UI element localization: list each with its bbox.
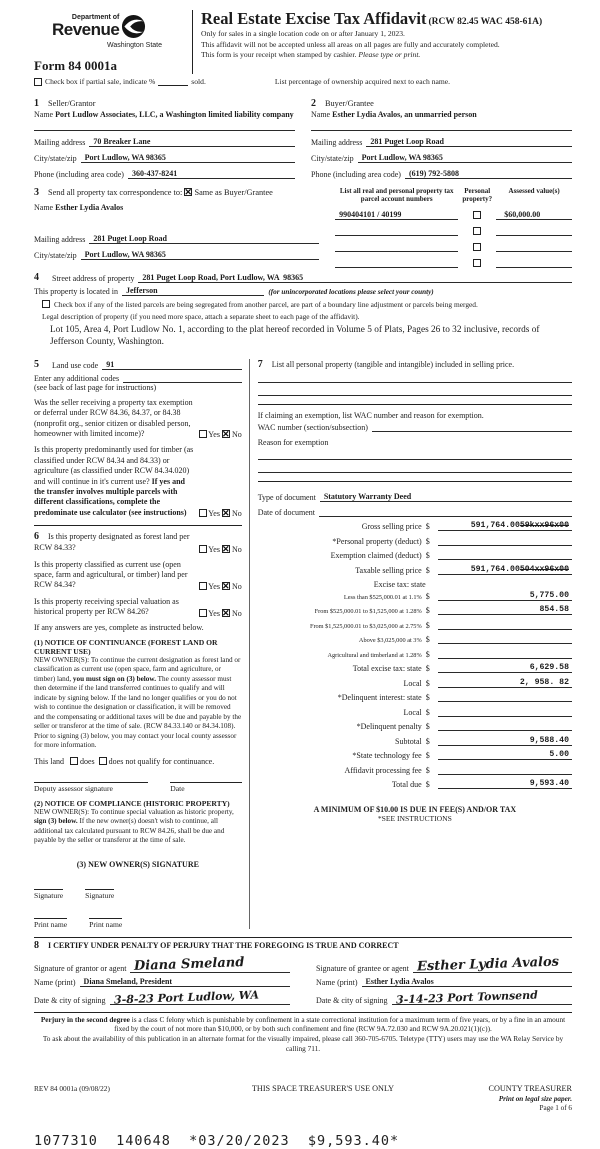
- dollar-sign: $: [425, 722, 430, 732]
- right-column: [249, 359, 572, 929]
- partial-sale-label: Check box if partial sale, indicate %: [45, 77, 156, 86]
- section-4-property: [34, 272, 572, 349]
- minimum-fee-note: A MINIMUM OF $10.00 IS DUE IN FEE(S) AND/OR TAX: [313, 805, 517, 815]
- historic-property-question: Is this property receiving special valuation as historical property per RCW 84.26?: [34, 596, 179, 617]
- same-as-buyer-checkbox[interactable]: [184, 188, 192, 196]
- assessed-value[interactable]: [496, 258, 572, 268]
- grantee-date-handwriting: 3-14-23 Port Townsend: [395, 988, 538, 1006]
- grantee-signature-handwriting: Esther Lydia Avalos: [416, 954, 560, 974]
- owner-print-name-field-2[interactable]: Print name: [89, 919, 123, 929]
- subtotal-value[interactable]: 9,588.40: [529, 735, 569, 745]
- parcel-number-value[interactable]: [335, 226, 458, 236]
- date-of-document-label: Date of document: [257, 507, 316, 517]
- grantee-print-name-label: Name (print): [316, 977, 358, 987]
- dollar-sign: $: [425, 649, 430, 659]
- header: [34, 10, 572, 74]
- grantee-signature-block: [316, 951, 572, 1005]
- personal-property-header: Personal property?: [462, 187, 493, 204]
- correspondence-mailing-value[interactable]: 281 Puget Loop Road: [89, 234, 319, 244]
- grantee-print-name-value[interactable]: Esther Lydia Avalos: [362, 977, 572, 987]
- title-block: [192, 10, 572, 74]
- if-yes-note: If any answers are yes, complete as instructed below.: [34, 622, 204, 632]
- tier-2-label: From $525,000.01 to $1,525,000 at 1.28%: [314, 608, 422, 616]
- dollar-sign: $: [425, 765, 430, 775]
- grantor-signature-field[interactable]: [130, 954, 290, 974]
- grantor-signature-block: [34, 951, 290, 1005]
- q5-yes-checkbox[interactable]: [199, 609, 207, 617]
- dept-of-label: Department of: [71, 14, 120, 21]
- additional-codes-field[interactable]: [123, 373, 242, 383]
- form-number: Form 84 0001a: [34, 58, 118, 73]
- section-1-title: Seller/Grantor: [48, 99, 96, 108]
- buyer-phone-value[interactable]: (619) 792-5808: [405, 169, 572, 179]
- exemption-claimed-label: Exemption claimed (deduct): [330, 551, 422, 561]
- grantee-signature-field[interactable]: [413, 954, 572, 974]
- new-owners-signature-title: (3) NEW OWNER(S) SIGNATURE: [76, 859, 199, 869]
- dollar-sign: $: [425, 707, 430, 717]
- dollar-sign: $: [425, 664, 430, 674]
- personal-property-field-2[interactable]: [258, 383, 572, 396]
- rev-number: REV 84 0001a (09/08/22): [34, 1083, 110, 1093]
- form-title: Real Estate Excise Tax Affidavit: [201, 9, 427, 28]
- q1-no-checkbox[interactable]: [222, 430, 230, 438]
- delinquent-penalty-label: *Delinquent penalty: [356, 722, 422, 732]
- yes-label: Yes: [208, 430, 220, 440]
- section-4-number: 4: [34, 271, 39, 283]
- yes-label: Yes: [208, 544, 220, 554]
- perjury-bold: Perjury in the second degree: [40, 1014, 130, 1024]
- buyer-city-value[interactable]: Port Ludlow, WA 98365: [358, 153, 572, 163]
- land-use-code-label: Land use code: [52, 360, 99, 370]
- partial-sale-checkbox[interactable]: [34, 78, 42, 86]
- county-note: (for unincorporated locations please select your county): [268, 287, 434, 296]
- treasurer-stamp: 1077310 140648 *03/20/2023 $9,593.40*: [34, 1133, 400, 1149]
- does-qualify-checkbox[interactable]: [70, 757, 78, 765]
- q3-no-checkbox[interactable]: [222, 545, 230, 553]
- page-number: Page 1 of 6: [539, 1103, 572, 1112]
- dollar-sign: $: [425, 522, 430, 532]
- timber-question: Is this property predominantly used for timber (as classified under RCW 84.34 and 84.33) or agriculture (as classified under RCW 84.34.020) and will continue in it's current use?: [34, 445, 194, 486]
- partial-sale-percent-field[interactable]: [158, 78, 188, 86]
- no-label: No: [231, 608, 242, 618]
- personal-property-checkbox[interactable]: [473, 259, 481, 267]
- exemption-deferral-question: Was the seller receiving a property tax exemption or deferral under RCW 84.36, 84.37, or 84.38 (nonprofit org., senior citizen or disabled person, homeowner with limited income)?: [34, 397, 193, 439]
- partial-sale-row: [34, 77, 572, 86]
- personal-property-checkbox[interactable]: [473, 243, 481, 251]
- seller-phone-value[interactable]: 360-437-8241: [128, 169, 295, 179]
- dollar-sign: $: [425, 751, 430, 761]
- total-due-value[interactable]: 9,593.40: [529, 779, 569, 789]
- treasurer-use-note: THIS SPACE TREASURER'S USE ONLY: [251, 1083, 395, 1093]
- state-technology-fee-value[interactable]: 5.00: [549, 750, 569, 760]
- subtitle-line-3: This form is your receipt when stamped by cashier.: [201, 50, 357, 60]
- tier-4-label: Above $3,025,000 at 3%: [358, 637, 422, 645]
- correspondence-city-value[interactable]: Port Ludlow, WA 98365: [81, 250, 319, 260]
- owner-signature-field-1[interactable]: Signature: [34, 890, 64, 900]
- notice-compliance-pre: NEW OWNER(S): To continue special valuation as historic property,: [34, 807, 234, 816]
- q5-no-checkbox[interactable]: [222, 609, 230, 617]
- notice-compliance-title: (2) NOTICE OF COMPLIANCE (HISTORIC PROPERTY): [34, 798, 230, 808]
- grantor-date-handwriting: 3-8-23 Port Ludlow, WA: [113, 987, 259, 1007]
- parcel-numbers-header: List all real and personal property tax parcel account numbers: [339, 187, 454, 204]
- notice-compliance-bold: sign (3) below.: [34, 817, 78, 826]
- seller-phone-label: Phone (including area code): [34, 170, 124, 179]
- personal-property-text: List all personal property (tangible and intangible) included in selling price.: [271, 359, 515, 369]
- no-label: No: [231, 581, 242, 591]
- partial-sale-sold-label: sold.: [191, 77, 206, 86]
- buyer-name-label: Name: [311, 110, 331, 119]
- delinquent-interest-state-label: *Delinquent interest: state: [337, 693, 422, 703]
- notice-continuance-pre: NEW OWNER(S): To continue the current designation as forest land or classification as current use (open space, farm and agriculture, or timber) land,: [34, 655, 241, 683]
- street-address-value[interactable]: 281 Puget Loop Road, Port Ludlow, WA 98365: [138, 273, 572, 283]
- affidavit-processing-fee-label: Affidavit processing fee: [344, 765, 422, 775]
- tier-2-value[interactable]: 854.58: [539, 605, 569, 615]
- owner-signature-field-2[interactable]: Signature: [85, 890, 115, 900]
- buyer-name-value: Esther Lydia Avalos, an unmarried person: [332, 110, 477, 119]
- footer: [34, 1084, 572, 1113]
- type-or-print-note: Please type or print.: [358, 50, 421, 60]
- parcel-row: [335, 258, 572, 268]
- buyer-mailing-label: Mailing address: [311, 138, 363, 147]
- section-6-number: 6: [34, 531, 39, 543]
- notice-continuance-title: (1) NOTICE OF CONTINUANCE (FOREST LAND OR CURRENT USE): [34, 637, 218, 656]
- tier-3-label: From $1,525,000.01 to $3,025,000 at 2.75%: [309, 622, 422, 630]
- section-5-land-use: [34, 359, 242, 518]
- additional-codes-label: Enter any additional codes: [34, 373, 120, 383]
- q3-yes-checkbox[interactable]: [199, 545, 207, 553]
- dollar-sign: $: [425, 536, 430, 546]
- grantor-date-city-field[interactable]: [110, 987, 290, 1007]
- forest-land-question: Is this property designated as forest land per RCW 84.33?: [34, 532, 190, 553]
- correspondence-name-label: Name: [34, 203, 54, 212]
- grantee-date-city-label: Date & city of signing: [316, 995, 388, 1005]
- correspondence-name-value: Esther Lydia Avalos: [55, 203, 124, 212]
- parcel-row: [335, 242, 572, 252]
- total-due-label: Total due: [391, 780, 422, 790]
- current-use-question: Is this property classified as current use (open space, farm and agricultural, or timber) land per RCW 84.34?: [34, 559, 188, 590]
- grantor-signature-handwriting: Diana Smeland: [134, 954, 246, 974]
- seller-name-value: Port Ludlow Associates, LLC, a Washington limited liability company: [55, 110, 294, 119]
- does-not-label: does not qualify for continuance.: [108, 756, 215, 766]
- q4-no-checkbox[interactable]: [222, 582, 230, 590]
- yes-label: Yes: [208, 509, 220, 519]
- divider: [258, 404, 572, 405]
- buyer-city-label: City/state/zip: [311, 154, 354, 163]
- perjury-text: is a class C felony which is punishable by confinement in a state correctional institution for a maximum term of five years, or by a fine in an amount fixed by the court of not more than $10,000, or by both such confinement and fine (RCW 9A.72.030 and RCW 9A.20.021(1)(c)).: [114, 1014, 566, 1034]
- tier-1-value[interactable]: 5,775.00: [529, 590, 569, 600]
- total-excise-state-value[interactable]: 6,629.58: [529, 663, 569, 673]
- exemption-note: If claiming an exemption, list WAC number and reason for exemption.: [257, 410, 484, 420]
- personal-property-field-1[interactable]: [258, 370, 572, 383]
- dollar-sign: $: [425, 736, 430, 746]
- gross-overstrike: 59kxx96x00: [519, 521, 569, 531]
- county-treasurer-label: COUNTY TREASURER: [488, 1083, 572, 1093]
- section-8-number: 8: [34, 939, 39, 951]
- segregated-text: Check box if any of the listed parcels are being segregated from another parcel, are part of a boundary line adjustment or parcels being merged.: [54, 299, 478, 309]
- no-label: No: [231, 509, 242, 519]
- total-excise-state-label: Total excise tax: state: [352, 664, 422, 674]
- agency-block: [34, 10, 192, 74]
- section-3-text: Send all property tax correspondence to:: [48, 188, 183, 197]
- revenue-logo-icon: [121, 14, 146, 41]
- section-7-personal-property: [258, 359, 572, 517]
- county-value[interactable]: Jefferson: [122, 286, 264, 296]
- dollar-sign: $: [425, 635, 430, 645]
- tier-1-label: Less than $525,000.01 at 1.1%: [343, 593, 422, 601]
- subtotal-label: Subtotal: [395, 736, 422, 746]
- print-legal-size-note: Print on legal size paper.: [498, 1094, 572, 1103]
- section-2-title: Buyer/Grantee: [325, 99, 374, 108]
- section-2-buyer: [311, 98, 572, 179]
- reason-field-1[interactable]: [258, 447, 572, 460]
- street-address-label: Street address of property: [52, 273, 135, 283]
- notice-continuance-post: The county assessor must then determine if the land transferred continues to qualify and will indicate by signing below. If the land no longer qualifies or you do not wish to continue the designation or classification, it will be removed and the compensating or additional taxes will be due and payable by the seller or transferor at the time of sale. (RCW 84.33.140 or 84.34.108). Prior to signing (3) below, you may contact your local county assessor for more information.: [34, 674, 242, 750]
- excise-tax-state-header: Excise tax: state: [373, 579, 426, 589]
- date-of-document-field[interactable]: [319, 507, 572, 517]
- no-label: No: [231, 430, 242, 440]
- certify-statement: I CERTIFY UNDER PENALTY OF PERJURY THAT THE FOREGOING IS TRUE AND CORRECT: [48, 940, 399, 950]
- personal-property-deduct-label: *Personal property (deduct): [332, 536, 422, 546]
- revenue-wordmark: Revenue: [52, 20, 120, 39]
- notice-continuance-bold: you must sign on (3) below.: [72, 674, 156, 683]
- section-6-designation: [34, 525, 242, 928]
- parcel-row: [335, 210, 572, 220]
- section-5-number: 5: [34, 358, 39, 370]
- local-tax-label: Local: [403, 678, 422, 688]
- notice-compliance-post: If the new owner(s) doesn't wish to continue, all additional tax calculated pursuant to RCW 84.26, shall be due and payable by the seller or transferor at the time of sale.: [34, 817, 225, 845]
- subtitle-line-1: Only for sales in a single location code on or after January 1, 2023.: [201, 29, 405, 39]
- section-3-number: 3: [34, 187, 39, 198]
- divider: [258, 481, 572, 482]
- segregated-checkbox[interactable]: [42, 300, 50, 308]
- section-1-number: 1: [34, 98, 39, 109]
- financial-section: [258, 521, 572, 823]
- taxable-selling-price-value[interactable]: 591,764.00: [470, 564, 520, 574]
- does-not-qualify-checkbox[interactable]: [99, 757, 107, 765]
- correspondence-mailing-label: Mailing address: [34, 235, 86, 244]
- section-3-correspondence: [34, 187, 319, 268]
- personal-property-checkbox[interactable]: [473, 211, 481, 219]
- gross-selling-price-label: Gross selling price: [361, 522, 422, 532]
- parcel-row: [335, 226, 572, 236]
- q2-no-checkbox[interactable]: [222, 509, 230, 517]
- form-title-rcw: (RCW 82.45 WAC 458-61A): [428, 17, 543, 27]
- same-as-buyer-label: Same as Buyer/Grantee: [194, 188, 273, 197]
- parcel-table: [335, 187, 572, 268]
- gross-selling-price-value[interactable]: 591,764.00: [470, 521, 520, 531]
- yes-label: Yes: [208, 608, 220, 618]
- assessed-value[interactable]: [496, 242, 572, 252]
- seller-name-label: Name: [34, 110, 54, 119]
- ownership-note: List percentage of ownership acquired next to each name.: [274, 77, 451, 86]
- correspondence-city-label: City/state/zip: [34, 251, 77, 260]
- assessed-value[interactable]: $60,000.00: [496, 210, 572, 220]
- dollar-sign: $: [425, 591, 430, 601]
- perjury-note: [34, 1012, 572, 1054]
- taxable-overstrike: 504xx96x00: [519, 564, 569, 574]
- left-column: [34, 359, 249, 929]
- buyer-phone-label: Phone (including area code): [311, 170, 401, 179]
- section-7-number: 7: [257, 358, 263, 370]
- local-tax-value[interactable]: 2, 958. 82: [519, 677, 569, 687]
- grantor-signature-label: Signature of grantor or agent: [34, 963, 127, 973]
- dollar-sign: $: [425, 780, 430, 790]
- section-8-certification: [34, 937, 572, 1005]
- dollar-sign: $: [425, 565, 430, 575]
- type-of-document-value[interactable]: Statutory Warranty Deed: [320, 492, 572, 502]
- section-1-seller: [34, 98, 295, 179]
- grantee-signature-label: Signature of grantee or agent: [316, 963, 409, 973]
- personal-property-checkbox[interactable]: [473, 227, 481, 235]
- deputy-date-field[interactable]: Date: [170, 782, 241, 793]
- dollar-sign: $: [425, 620, 430, 630]
- wac-number-label: WAC number (section/subsection): [257, 422, 368, 432]
- q2-yes-checkbox[interactable]: [199, 509, 207, 517]
- type-of-document-label: Type of document: [257, 492, 316, 502]
- parcel-number-value[interactable]: [335, 242, 458, 252]
- parcel-number-value[interactable]: 990404101 / 40199: [335, 210, 458, 220]
- grantor-print-name-value[interactable]: Diana Smeland, President: [80, 977, 290, 987]
- dollar-sign: $: [425, 678, 430, 688]
- seller-mailing-value[interactable]: 70 Breaker Lane: [89, 137, 295, 147]
- owner-print-name-field-1[interactable]: Print name: [34, 919, 68, 929]
- assessed-value[interactable]: [496, 226, 572, 236]
- grantee-date-city-field[interactable]: [392, 988, 572, 1006]
- section-2-number: 2: [311, 98, 316, 109]
- see-instructions-note: *SEE INSTRUCTIONS: [377, 814, 452, 824]
- does-label: does: [80, 756, 95, 766]
- subtitle-line-2: This affidavit will not be accepted unless all areas on all pages are fully and accurately completed.: [201, 39, 500, 49]
- washington-state-label: Washington State: [107, 42, 162, 49]
- timber-question-bold: If yes and the transfer involves multiple parcels with different classifications, complete the predominate use calculator (see instructions): [34, 476, 187, 517]
- seller-city-value[interactable]: Port Ludlow, WA 98365: [81, 153, 295, 163]
- land-use-code-value[interactable]: 91: [102, 360, 242, 370]
- reason-field-2[interactable]: [258, 460, 572, 473]
- buyer-mailing-value[interactable]: 281 Puget Loop Road: [366, 137, 572, 147]
- reason-for-exemption-label: Reason for exemption: [257, 437, 329, 447]
- wac-number-field[interactable]: [372, 422, 572, 432]
- q4-yes-checkbox[interactable]: [199, 582, 207, 590]
- see-back-note: (see back of last page for instructions): [34, 382, 157, 392]
- grantor-date-city-label: Date & city of signing: [34, 995, 106, 1005]
- dollar-sign: $: [425, 606, 430, 616]
- taxable-selling-price-label: Taxable selling price: [355, 565, 422, 575]
- grantor-print-name-label: Name (print): [34, 977, 76, 987]
- this-land-label: This land: [34, 756, 64, 766]
- located-in-label: This property is located in: [34, 286, 118, 296]
- legal-description-value: Lot 105, Area 4, Port Ludlow No. 1, according to the plat hereof recorded in Volume 5 of Plats, Pages 26 to 32 inclusive, records of Jefferson County, Washington.: [50, 324, 540, 348]
- seller-mailing-label: Mailing address: [34, 138, 86, 147]
- q1-yes-checkbox[interactable]: [199, 430, 207, 438]
- assessed-value-header: Assessed value(s): [508, 187, 560, 195]
- legal-description-label: Legal description of property (if you need more space, attach a separate sheet to each page of the affidavit).: [42, 311, 360, 321]
- no-label: No: [231, 544, 242, 554]
- delinquent-interest-local-label: Local: [403, 707, 422, 717]
- seller-city-label: City/state/zip: [34, 154, 77, 163]
- tier-agricultural-label: Agricultural and timberland at 1.28%: [327, 651, 422, 659]
- yes-label: Yes: [208, 581, 220, 591]
- state-technology-fee-label: *State technology fee: [352, 751, 422, 761]
- dollar-sign: $: [425, 693, 430, 703]
- alternate-format-note: To ask about the availability of this publication in an alternate format for the visually impaired, please call 360-705-6705. Teletype (TTY) users may use the WA Relay Service by calling 711.: [42, 1034, 564, 1054]
- deputy-assessor-signature-field[interactable]: Deputy assessor signature: [34, 782, 148, 793]
- parcel-number-value[interactable]: [335, 258, 458, 268]
- dollar-sign: $: [425, 551, 430, 561]
